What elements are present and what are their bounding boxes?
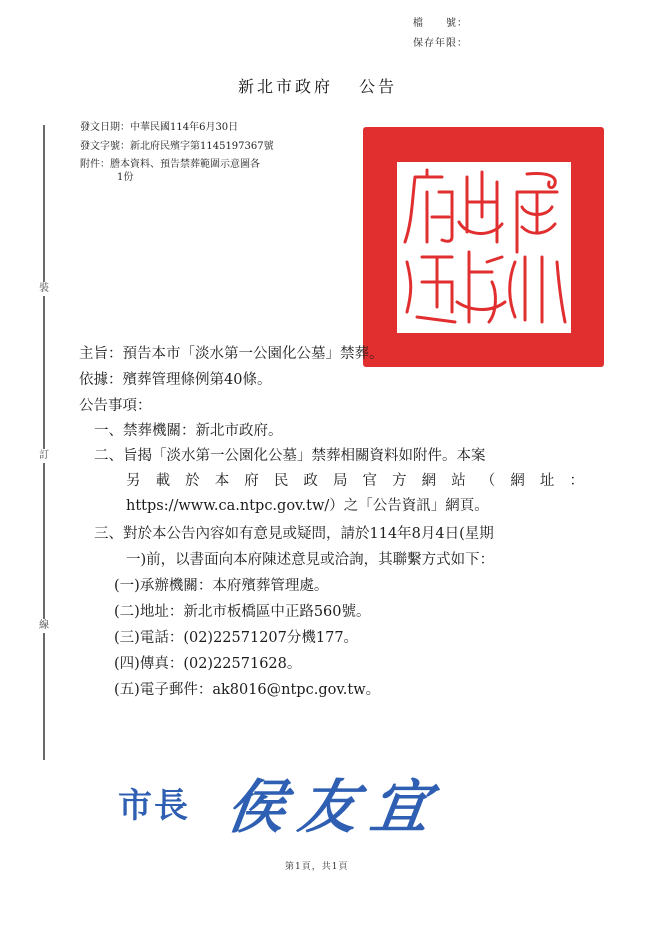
contact-fax: (四)傳真：(02)22571628。 [114,656,302,672]
signature-name: 侯友宜 [222,773,449,841]
notice-item-2-line-1: 二、旨揭「淡水第一公園化公墓」禁葬相關資料如附件。本案 [94,448,486,464]
issue-date: 發文日期：中華民國114年6月30日 [80,122,239,133]
retention-period-field [413,37,468,51]
notice-item-2-line-2: 另 載 於 本 府 民 政 局 官 方 網 站 （ 網 址 ： [126,473,584,489]
notice-subject: 主旨：預告本市「淡水第一公園化公墓」禁葬。 [79,346,384,362]
notice-item-3-line-1: 三、對於本公告內容如有意見或疑問，請於114年8月4日(星期 [94,526,494,542]
contact-phone: (三)電話：(02)22571207分機177。 [114,630,359,646]
signature-title: 市長 [118,786,190,826]
notice-item-2-line-3: https://www.ca.ntpc.gov.tw/）之「公告資訊」網頁。 [126,498,489,514]
contact-address: (二)地址：新北市板橋區中正路560號。 [114,604,371,620]
attachment-count: 1份 [117,172,134,183]
contact-agency: (一)承辦機關：本府殯葬管理處。 [114,578,329,594]
attachment-line: 附件：謄本資料、預告禁葬範圍示意圖各 [80,159,260,170]
seal-script-icon [397,162,571,333]
document-type: 公告 [359,77,398,96]
notice-item-1: 一、禁葬機關：新北市政府。 [94,423,283,439]
binding-line [43,125,45,760]
notice-item-3-line-2: 一)前，以書面向本府陳述意見或洽詢，其聯繫方式如下： [126,552,495,568]
file-number-label: 檔 號： [413,18,468,29]
binding-char-zhuang: 裝 [36,282,52,296]
contact-email: (五)電子郵件：ak8016@ntpc.gov.tw。 [114,682,381,698]
issuer-name: 新北市政府 [238,77,334,96]
retention-period-label: 保存年限： [413,38,468,49]
file-number-field [413,17,468,31]
notice-legal-basis: 依據：殯葬管理條例第40條。 [79,372,272,388]
binding-char-xian: 線 [36,619,52,633]
official-seal-stamp [363,127,604,367]
binding-char-ding: 訂 [36,449,52,463]
document-title [238,74,397,97]
issue-reference-number: 發文字號：新北府民殯字第1145197367號 [80,141,274,152]
notice-items-heading: 公告事項： [79,398,152,414]
page-number: 第1頁，共1頁 [285,862,349,872]
mayor-signature [118,760,448,840]
